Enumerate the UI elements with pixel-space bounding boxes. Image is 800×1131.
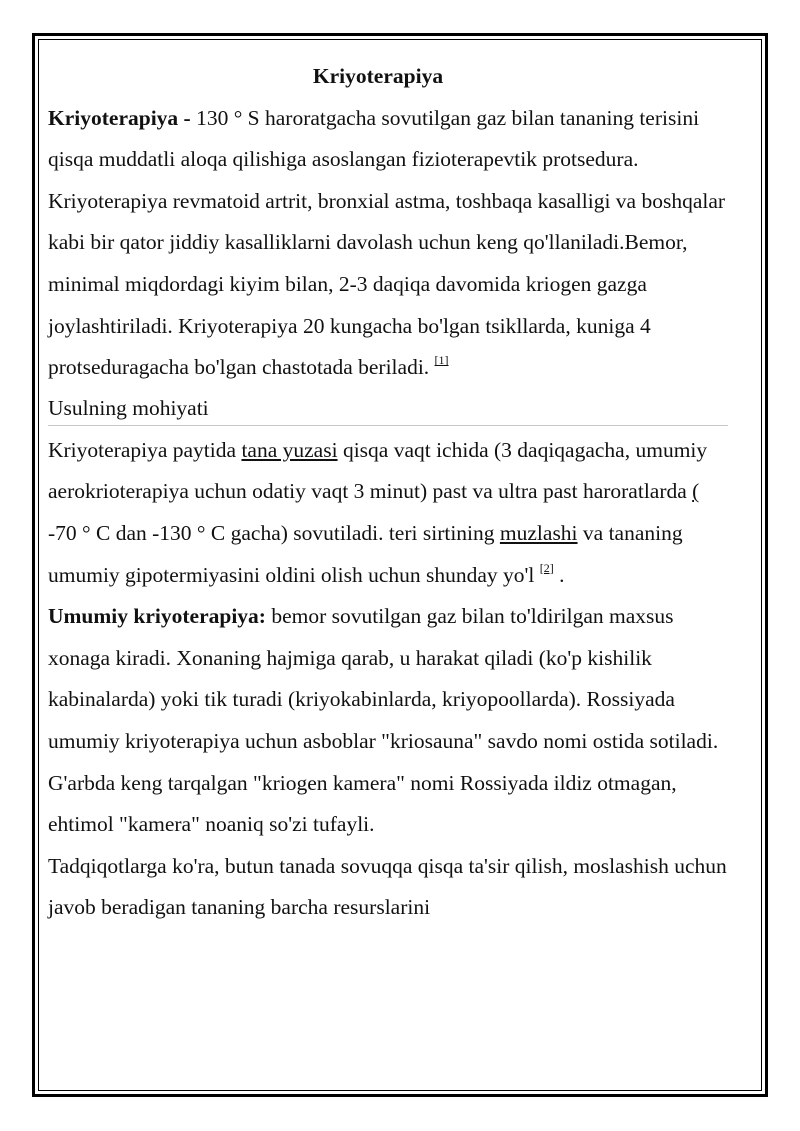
paragraph-intro [48, 98, 728, 389]
footnote-ref-1[interactable]: [1] [434, 353, 449, 368]
general-text: bemor sovutilgan gaz bilan to'ldirilgan maxsus xonaga kiradi. Xonaning hajmiga qarab, u harakat qiladi (ko'p kishilik kabinalarda) yoki tik turadi (kriyokabinlarda, kriyopoollarda). Rossiyada umumiy kriyoterapiya uchun asboblar "kriosauna" savdo nomi ostida sotiladi. G'arbda keng tarqalgan "kriogen kamera" nomi Rossiyada ildiz otmagan, ehtimol "kamera" noaniq so'zi tufayli. [48, 604, 719, 837]
link-paren[interactable]: ( [692, 479, 700, 504]
document-body [48, 56, 728, 929]
section-heading: Usulning mohiyati [48, 391, 728, 426]
essence-text-3: -70 ° C dan -130 ° C gacha) sovutiladi. teri sirtining [48, 520, 500, 545]
paragraph-essence [48, 430, 728, 596]
general-term: Umumiy kriyoterapiya: [48, 604, 266, 629]
essence-text-1: Kriyoterapiya paytida [48, 437, 242, 462]
paragraph-general [48, 596, 728, 846]
link-tana-yuzasi[interactable]: tana yuzasi [241, 437, 338, 462]
essence-text-4: va tananing umumiy gipotermiyasini oldini olish uchun shunday yo'l [48, 520, 683, 587]
document-title: Kriyoterapiya [312, 64, 444, 88]
intro-term: Kriyoterapiya - [48, 105, 191, 130]
essence-text-2: qisqa vaqt ichida (3 daqiqagacha, umumiy aerokrioterapiya uchun odatiy vaqt 3 minut) past va ultra past haroratlarda [48, 437, 708, 504]
essence-text-5: . [553, 562, 565, 587]
paragraph-research: Tadqiqotlarga ko'ra, butun tanada sovuqqa qisqa ta'sir qilish, moslashish uchun javob beradigan tananing barcha resurslarini [48, 853, 727, 920]
footnote-ref-2[interactable]: [2] [539, 560, 554, 575]
link-muzlashi[interactable]: muzlashi [499, 520, 578, 545]
intro-text: 130 ° S haroratgacha sovutilgan gaz bilan tananing terisini qisqa muddatli aloqa qilishiga asoslangan fizioterapevtik protsedura. Kriyoterapiya revmatoid artrit, bronxial astma, toshbaqa kasalligi va boshqalar kabi bir qator jiddiy kasalliklarni davolash uchun keng qo'llaniladi.Bemor, minimal miqdordagi kiyim bilan, 2-3 daqiqa davomida kriogen gazga joylashtiriladi. Kriyoterapiya 20 kungacha bo'lgan tsikllarda, kuniga 4 protseduragacha bo'lgan chastotada beriladi. [48, 105, 726, 380]
